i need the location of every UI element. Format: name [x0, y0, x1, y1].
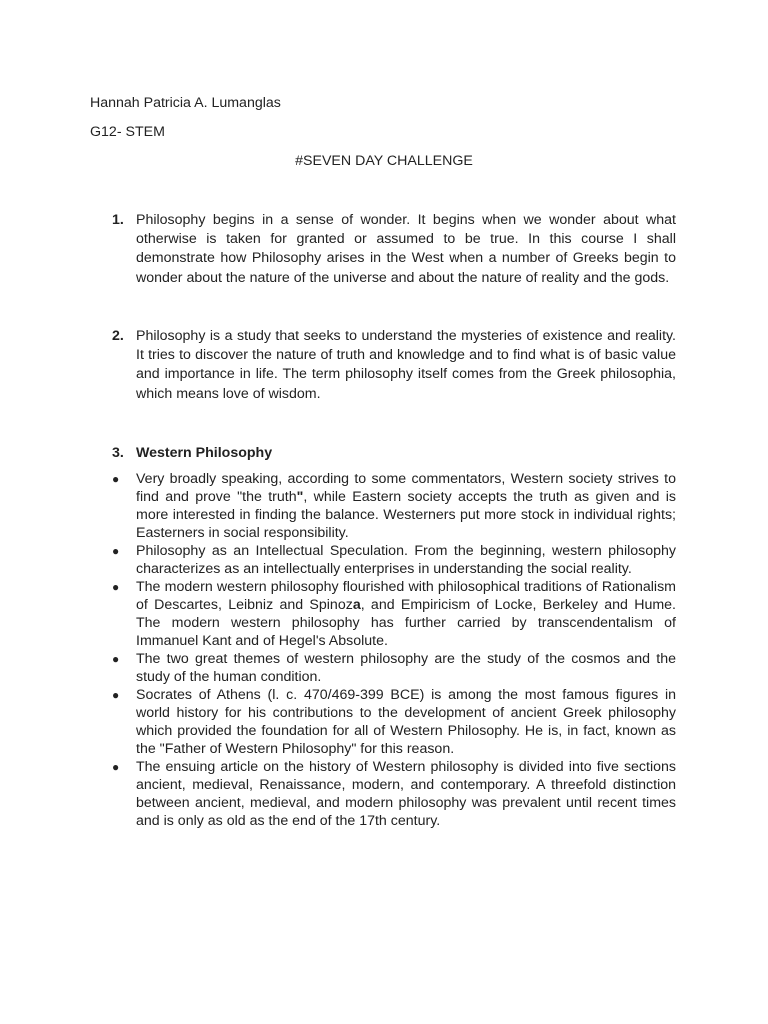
item-number: 3. — [112, 445, 124, 461]
document-title: #SEVEN DAY CHALLENGE — [295, 153, 473, 169]
bullet-item — [112, 470, 676, 542]
numbered-item-1 — [112, 211, 676, 288]
bullet-text: Socrates of Athens (l. c. 470/469-399 BCE) is among the most famous figures in world history for his contributions to the development of ancient Greek philosophy which provided the foundation for all of Western Philosophy. He is, in fact, known as the "Father of Western Philosophy" for this reason. — [136, 687, 676, 757]
author-name: Hannah Patricia A. Lumanglas — [90, 95, 281, 111]
bullet-text: The ensuing article on the history of Western philosophy is divided into five sections ancient, medieval, Renaissance, modern, and contemporary. A threefold distinction between ancient, medieval, and modern philosophy was prevalent until recent times and is only as old as the end of the 17th century. — [136, 759, 676, 829]
numbered-item-3 — [112, 444, 676, 463]
bullet-text: Philosophy as an Intellectual Speculation. From the beginning, western philosophy characterizes as an intellectually enterprises in understanding the social reality. — [136, 543, 676, 577]
item-paragraph: Philosophy is a study that seeks to understand the mysteries of existence and reality. It tries to discover the nature of truth and knowledge and to find what is of basic value and importance in life. The term philosophy itself comes from the Greek philosophia, which means love of wisdom. — [136, 328, 676, 402]
bullet-dot-icon: ● — [112, 580, 120, 594]
bullet-dot-icon: ● — [112, 472, 120, 486]
bullet-dot-icon: ● — [112, 652, 120, 666]
bullet-dot-icon: ● — [112, 544, 120, 558]
bullet-text: The modern western philosophy flourished with philosophical traditions of Rationalism of Descartes, Leibniz and Spinoza, and Empiricism of Locke, Berkeley and Hume. The modern western philosophy has further carried by transcendentalism of Immanuel Kant and of Hegel's Absolute. — [136, 579, 676, 649]
section-heading: Western Philosophy — [136, 445, 273, 461]
bullet-item — [112, 650, 676, 686]
item-paragraph: Philosophy begins in a sense of wonder. It begins when we wonder about what otherwise is taken for granted or assumed to be true. In this course I shall demonstrate how Philosophy arises in the West when a number of Greeks begin to wonder about the nature of the universe and about the nature of reality and the gods. — [136, 212, 676, 286]
bullet-item — [112, 578, 676, 650]
item-number: 1. — [112, 212, 124, 228]
grade-section: G12- STEM — [90, 124, 165, 140]
item-number: 2. — [112, 328, 124, 344]
numbered-item-2 — [112, 327, 676, 404]
bullet-item — [112, 686, 676, 758]
bullet-text: Very broadly speaking, according to some commentators, Western society strives to find and prove "the truth", while Eastern society accepts the truth as given and is more interested in finding the balance. Westerners put more stock in individual rights; Easterners in social responsibility. — [136, 471, 676, 541]
bullet-item — [112, 758, 676, 830]
bullet-text: The two great themes of western philosophy are the study of the cosmos and the study of the human condition. — [136, 651, 676, 685]
bullet-list — [112, 470, 676, 830]
bullet-dot-icon: ● — [112, 688, 120, 702]
bullet-dot-icon: ● — [112, 760, 120, 774]
bullet-item — [112, 542, 676, 578]
